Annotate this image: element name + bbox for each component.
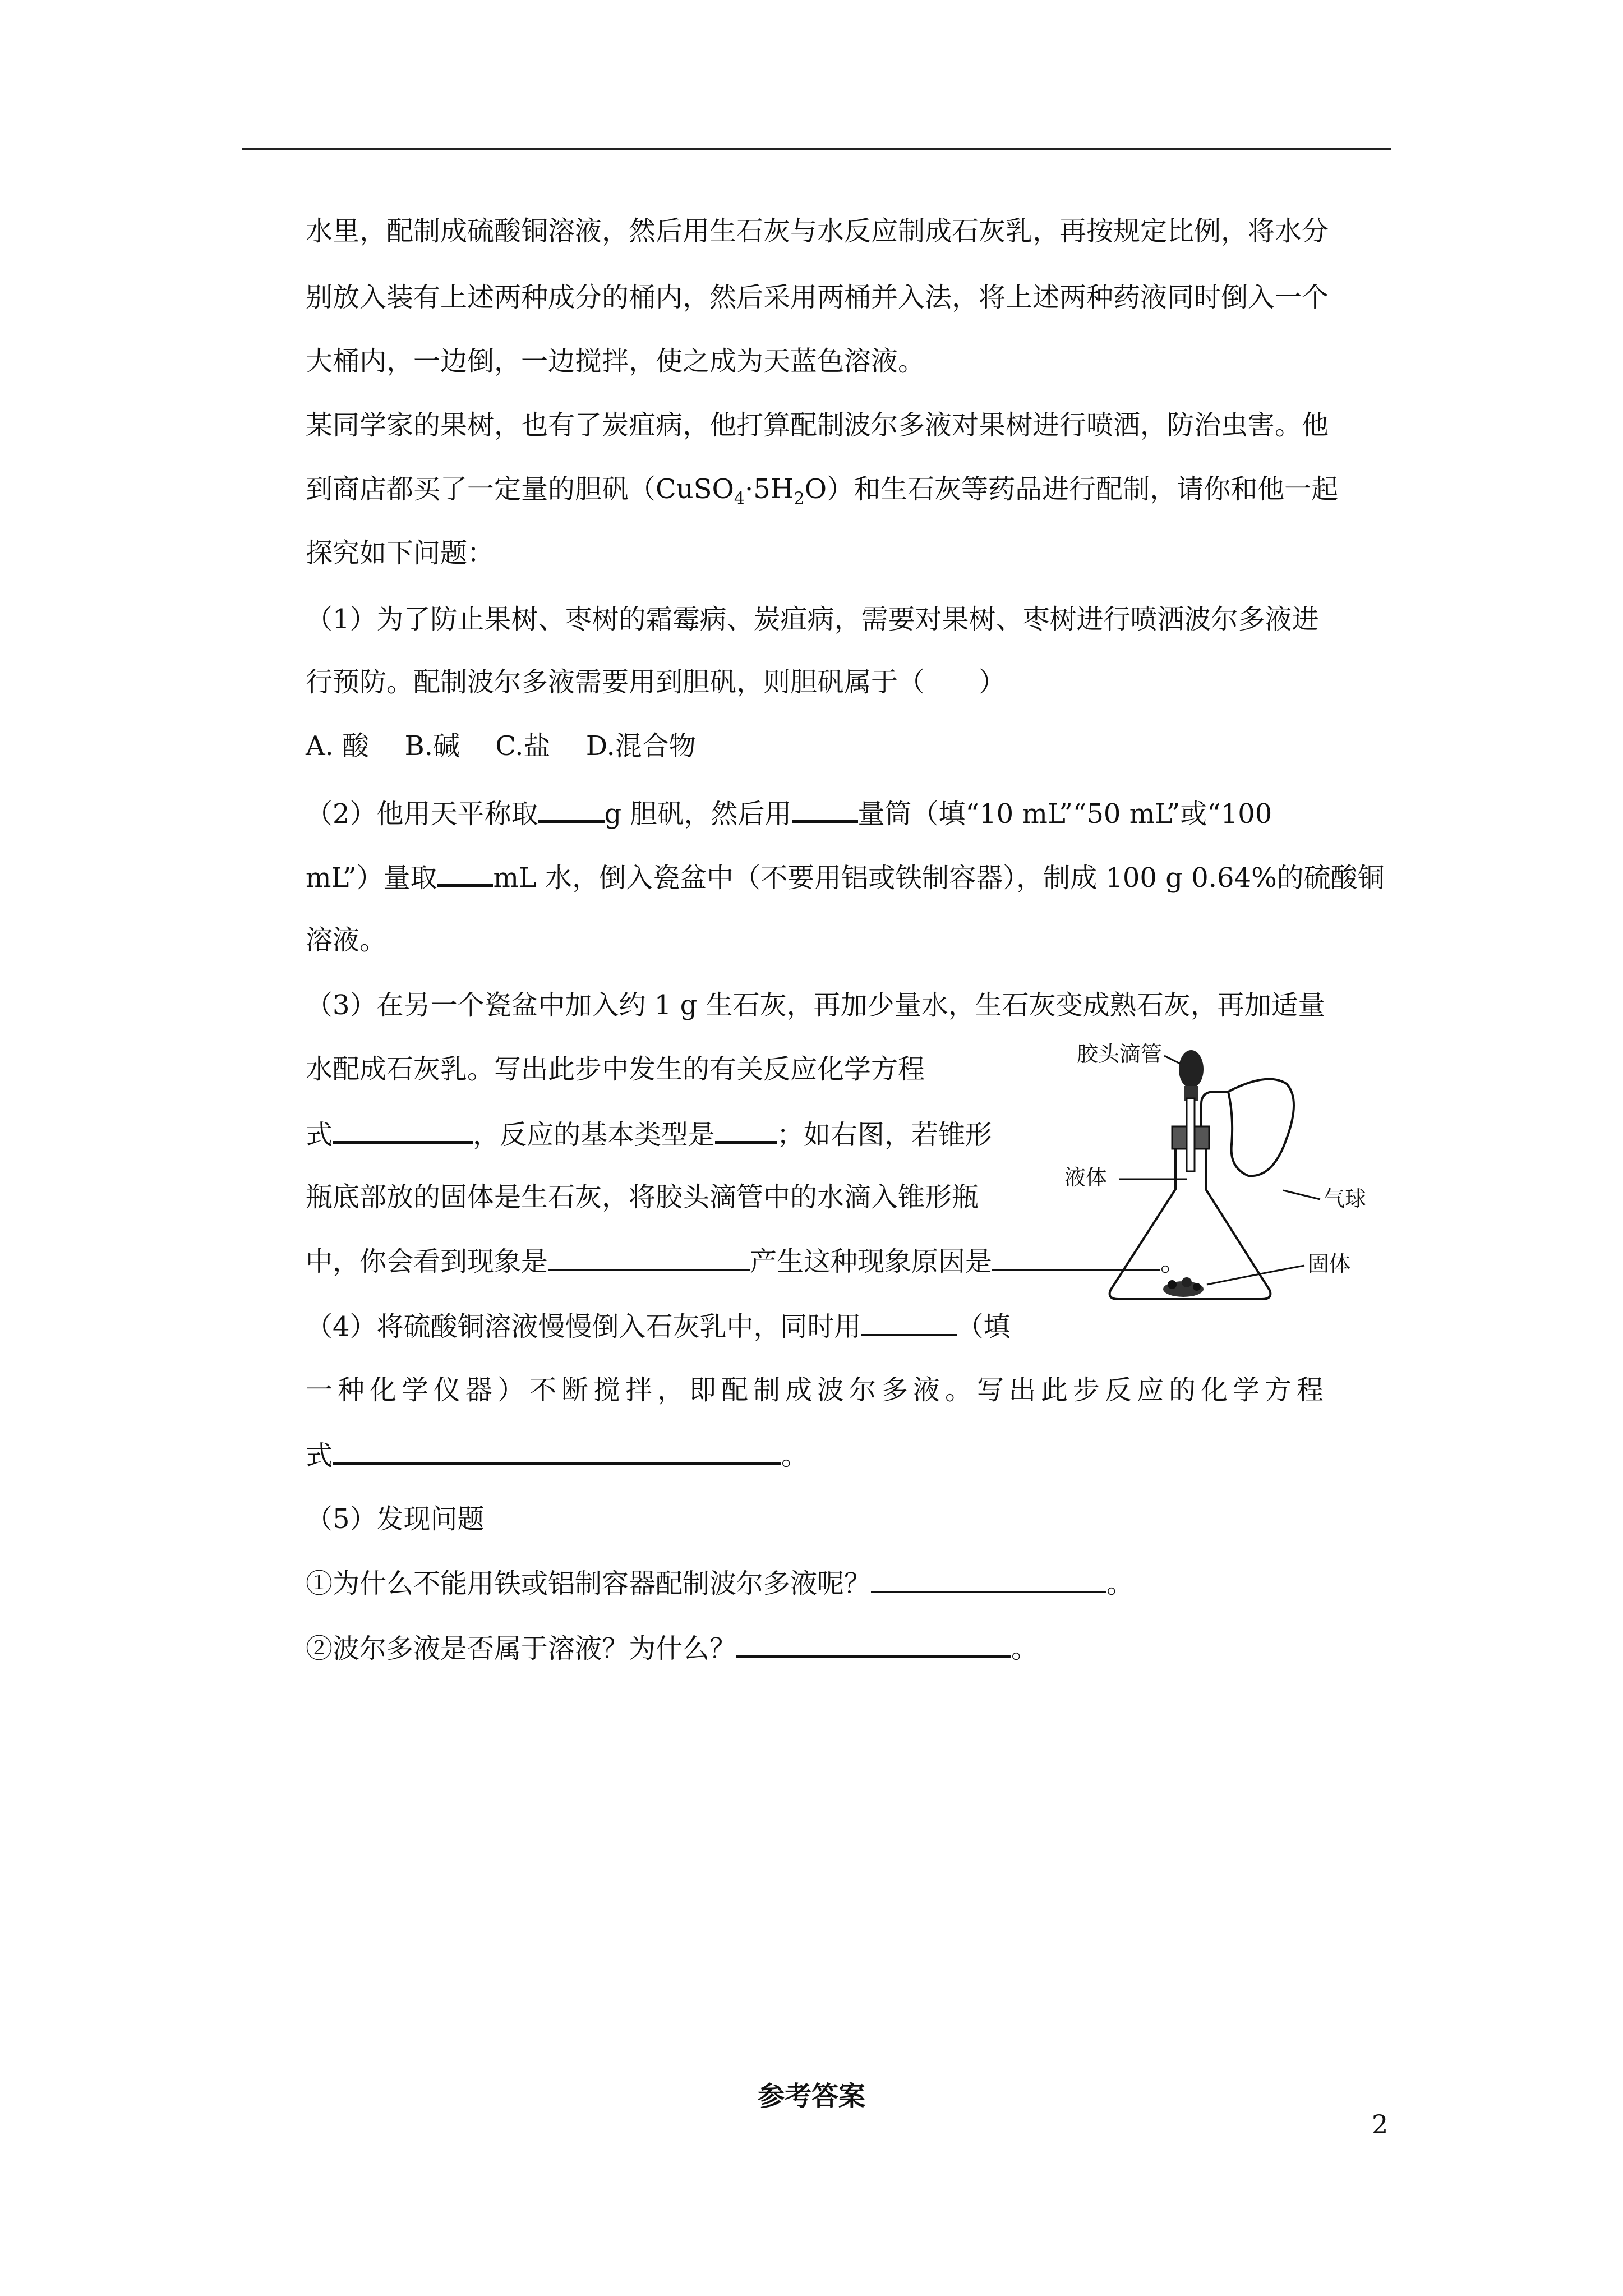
q5-item-2 bbox=[306, 1630, 1038, 1665]
intro-line-2: 别放入装有上述两种成分的桶内，然后采用两桶并入法，将上述两种药液同时倒入一个 bbox=[306, 282, 1329, 313]
answer-heading: 参考答案 bbox=[757, 2081, 865, 2112]
case-line-3: 探究如下问题： bbox=[306, 537, 495, 569]
subscript-4: 4 bbox=[734, 489, 745, 509]
q2-line-2 bbox=[306, 859, 1385, 895]
case-line-2-a: 到商店都买了一定量的胆矾（CuSO bbox=[306, 473, 734, 505]
q5-item-2-end: 。 bbox=[1011, 1633, 1039, 1664]
q3-text-c: ；如右图，若锥形 bbox=[777, 1119, 993, 1151]
q4-text-b: （填 bbox=[956, 1311, 1011, 1342]
q2-text-e: mL 水，倒入瓷盆中（不要用铝或铁制容器），制成 100 g 0.64%的硫酸铜 bbox=[493, 862, 1385, 894]
side-tube bbox=[1201, 1092, 1228, 1126]
q3-text-e: 产生这种现象原因是 bbox=[750, 1246, 993, 1277]
balloon-icon bbox=[1228, 1079, 1294, 1176]
q3-text-b: ，反应的基本类型是 bbox=[473, 1119, 716, 1151]
case-line-1: 某同学家的果树，也有了炭疽病，他打算配制波尔多液对果树进行喷洒，防治虫害。他 bbox=[306, 409, 1329, 441]
blank-instrument[interactable] bbox=[861, 1309, 957, 1336]
q4-line-2: 一种化学仪器）不断搅拌，即配制成波尔多液。写出此步反应的化学方程 bbox=[306, 1374, 1329, 1406]
subscript-2: 2 bbox=[794, 489, 805, 509]
q4-line-1 bbox=[306, 1309, 1011, 1343]
q2-line-1 bbox=[306, 795, 1272, 831]
q3-line-3 bbox=[306, 1116, 992, 1152]
blank-water-volume[interactable] bbox=[437, 859, 493, 887]
balloon-label: 气球 bbox=[1324, 1186, 1367, 1211]
dropper-tube bbox=[1187, 1098, 1195, 1171]
dropper-label: 胶头滴管 bbox=[1077, 1042, 1163, 1066]
q4-text-c: 式 bbox=[306, 1440, 333, 1471]
q3-line-1: （3）在另一个瓷盆中加入约 1 g 生石灰，再加少量水，生石灰变成熟石灰，再加适量 bbox=[306, 990, 1325, 1021]
q5-item-1 bbox=[306, 1566, 1133, 1600]
case-line-2 bbox=[306, 472, 1338, 516]
q5-item-1-text: ①为什么不能用铁或铝制容器配制波尔多液呢？ bbox=[306, 1568, 872, 1599]
blank-bordeaux-equation[interactable] bbox=[333, 1437, 781, 1465]
solid-label: 固体 bbox=[1308, 1251, 1351, 1276]
blank-phenomenon[interactable] bbox=[548, 1244, 750, 1271]
q3-text-d: 中，你会看到现象是 bbox=[306, 1246, 548, 1277]
q2-text-d: mL”）量取 bbox=[306, 862, 437, 894]
q2-text-b: g 胆矾，然后用 bbox=[604, 798, 792, 830]
intro-line-3: 大桶内，一边倒，一边搅拌，使之成为天蓝色溶液。 bbox=[306, 346, 925, 377]
liquid-label: 液体 bbox=[1064, 1165, 1108, 1190]
dropper-bulb-icon bbox=[1179, 1050, 1204, 1088]
q1-line-1: （1）为了防止果树、枣树的霜霉病、炭疽病，需要对果树、枣树进行喷洒波尔多液进 bbox=[306, 604, 1319, 635]
q4-line-3 bbox=[306, 1437, 808, 1473]
q2-text-a: （2）他用天平称取 bbox=[306, 798, 538, 830]
q4-text-a: （4）将硫酸铜溶液慢慢倒入石灰乳中，同时用 bbox=[306, 1311, 861, 1342]
q3-line-5 bbox=[306, 1244, 1187, 1278]
case-line-2-c: O）和生石灰等药品进行配制，请你和他一起 bbox=[804, 473, 1339, 505]
blank-solution-reason[interactable] bbox=[736, 1630, 1011, 1658]
q2-line-3: 溶液。 bbox=[306, 924, 387, 956]
blank-cylinder[interactable] bbox=[792, 795, 858, 823]
q3-text-f: 。 bbox=[1160, 1246, 1188, 1277]
q3-text-a: 式 bbox=[306, 1119, 333, 1151]
q1-options: A. 酸 B.碱 C.盐 D.混合物 bbox=[306, 730, 696, 762]
page-number: 2 bbox=[1372, 2109, 1389, 2139]
q3-line-4: 瓶底部放的固体是生石灰，将胶头滴管中的水滴入锥形瓶 bbox=[306, 1181, 979, 1213]
q3-line-2: 水配成石灰乳。写出此步中发生的有关反应化学方程 bbox=[306, 1053, 925, 1085]
q2-text-c: 量筒（填“10 mL”“50 mL”或“100 bbox=[857, 798, 1272, 830]
intro-line-1: 水里，配制成硫酸铜溶液，然后用生石灰与水反应制成石灰乳，再按规定比例，将水分 bbox=[306, 215, 1329, 247]
q4-text-d: 。 bbox=[781, 1440, 809, 1471]
blank-mass[interactable] bbox=[538, 795, 605, 823]
blank-equation[interactable] bbox=[333, 1116, 473, 1144]
q5-title: （5）发现问题 bbox=[306, 1503, 485, 1535]
case-line-2-b: ·5H bbox=[744, 473, 794, 505]
q1-line-2: 行预防。配制波尔多液需要用到胆矾，则胆矾属于（ ） bbox=[306, 666, 1006, 698]
flask-apparatus-diagram bbox=[1060, 1038, 1424, 1313]
blank-reaction-type[interactable] bbox=[715, 1116, 777, 1144]
q5-item-1-end: 。 bbox=[1106, 1568, 1134, 1599]
blank-container-reason[interactable] bbox=[871, 1566, 1106, 1593]
q5-item-2-text: ②波尔多液是否属于溶液？为什么？ bbox=[306, 1633, 737, 1664]
header-rule bbox=[242, 148, 1391, 150]
